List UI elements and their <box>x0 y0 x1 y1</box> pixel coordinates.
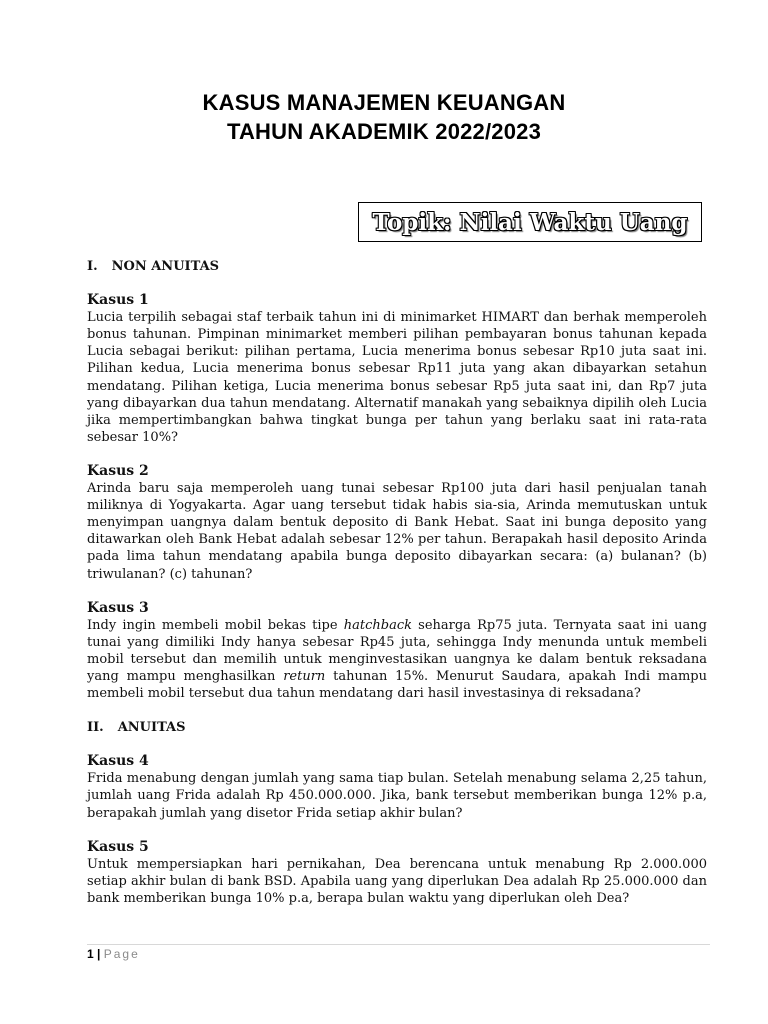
document-body <box>87 258 707 907</box>
document-title <box>0 88 768 146</box>
footer-divider <box>87 944 710 945</box>
section-number: I. <box>87 259 98 274</box>
section-number: II. <box>87 720 104 736</box>
return-term: return <box>283 668 326 684</box>
case-4-title: Kasus 4 <box>87 753 149 770</box>
section-title: ANUITAS <box>117 720 186 736</box>
case-5-text: Untuk mempersiapkan hari pernikahan, Dea berencana untuk menabung Rp 2.000.000 setiap akhir bulan di bank BSD. Apabila uang yang diperlukan Dea adalah Rp 25.000.000 dan bank memberikan bunga 10% p.a, berapa bulan waktu yang diperlukan oleh Dea? <box>87 856 707 906</box>
case-2-text: Arinda baru saja memperoleh uang tunai sebesar Rp100 juta dari hasil penjualan tanah miliknya di Yogyakarta. Agar uang tersebut tidak habis sia-sia, Arinda memutuskan untuk menyimpan uangnya dalam bentuk deposito di Bank Hebat. Saat ini bunga deposito yang ditawarkan oleh Bank Hebat adalah sebesar 12% per tahun. Berapakah hasil deposito Arinda pada lima tahun mendatang apabila bunga deposito dibayarkan secara: (a) bulanan? (b) triwulanan? (c) tahunan? <box>87 481 707 582</box>
case-3-text: Indy ingin membeli mobil bekas tipe hatchback seharga Rp75 juta. Ternyata saat ini uang tunai yang dimiliki Indy hanya sebesar Rp45 juta, sehingga Indy menunda untuk membeli mobil tersebut dan memilih untuk menginvestasikan uangnya ke dalam bentuk reksadana yang mampu menghasilkan return tahunan 15%. Menurut Saudara, apakah Indi mampu membeli mobil tersebut dua tahun mendatang dari hasil investasinya di reksadana? <box>87 617 708 702</box>
case-5-title: Kasus 5 <box>87 838 149 855</box>
case-1-title: Kasus 1 <box>87 292 149 309</box>
case-3-title: Kasus 3 <box>87 599 149 616</box>
page-footer <box>87 947 140 961</box>
case-1-text: Lucia terpilih sebagai staf terbaik tahun ini di minimarket HIMART dan berhak memperoleh bonus tahunan. Pimpinan minimarket memberi pilihan pembayaran bonus tahunan kepada Lucia sebagai berikut: pilihan pertama, Lucia menerima bonus sebesar Rp10 juta saat ini. Pilihan kedua, Lucia menerima bonus sebesar Rp11 juta yang akan dibayarkan setahun mendatang. Pilihan ketiga, Lucia menerima bonus sebesar Rp5 juta saat ini, dan Rp7 juta yang dibayarkan dua tahun mendatang. Alternatif manakah yang sebaiknya dipilih oleh Lucia jika mempertimbangkan bahwa tingkat bunga per tahun yang berlaku saat ini rata-rata sebesar 10%? <box>87 310 707 445</box>
case-4-text: Frida menabung dengan jumlah yang sama tiap bulan. Setelah menabung selama 2,25 tahun, jumlah uang Frida adalah Rp 450.000.000. Jika, bank tersebut memberikan bunga 12% p.a, berapakah jumlah yang disetor Frida setiap akhir bulan? <box>87 771 707 821</box>
topic-box <box>358 202 702 242</box>
section-title: NON ANUITAS <box>111 259 220 274</box>
page-number: 1 <box>87 947 94 961</box>
page-label: Page <box>103 947 140 961</box>
section-heading-non-anuitas <box>87 258 707 275</box>
topic-label: Topik: Nilai Waktu Uang <box>372 208 688 236</box>
title-line-1: KASUS MANAJEMEN KEUANGAN <box>202 90 566 115</box>
section-heading-anuitas <box>87 719 707 736</box>
title-line-2: TAHUN AKADEMIK 2022/2023 <box>226 119 542 144</box>
footer-separator: | <box>97 947 101 961</box>
hatchback-term: hatchback <box>343 617 412 633</box>
case-2-title: Kasus 2 <box>87 462 149 479</box>
